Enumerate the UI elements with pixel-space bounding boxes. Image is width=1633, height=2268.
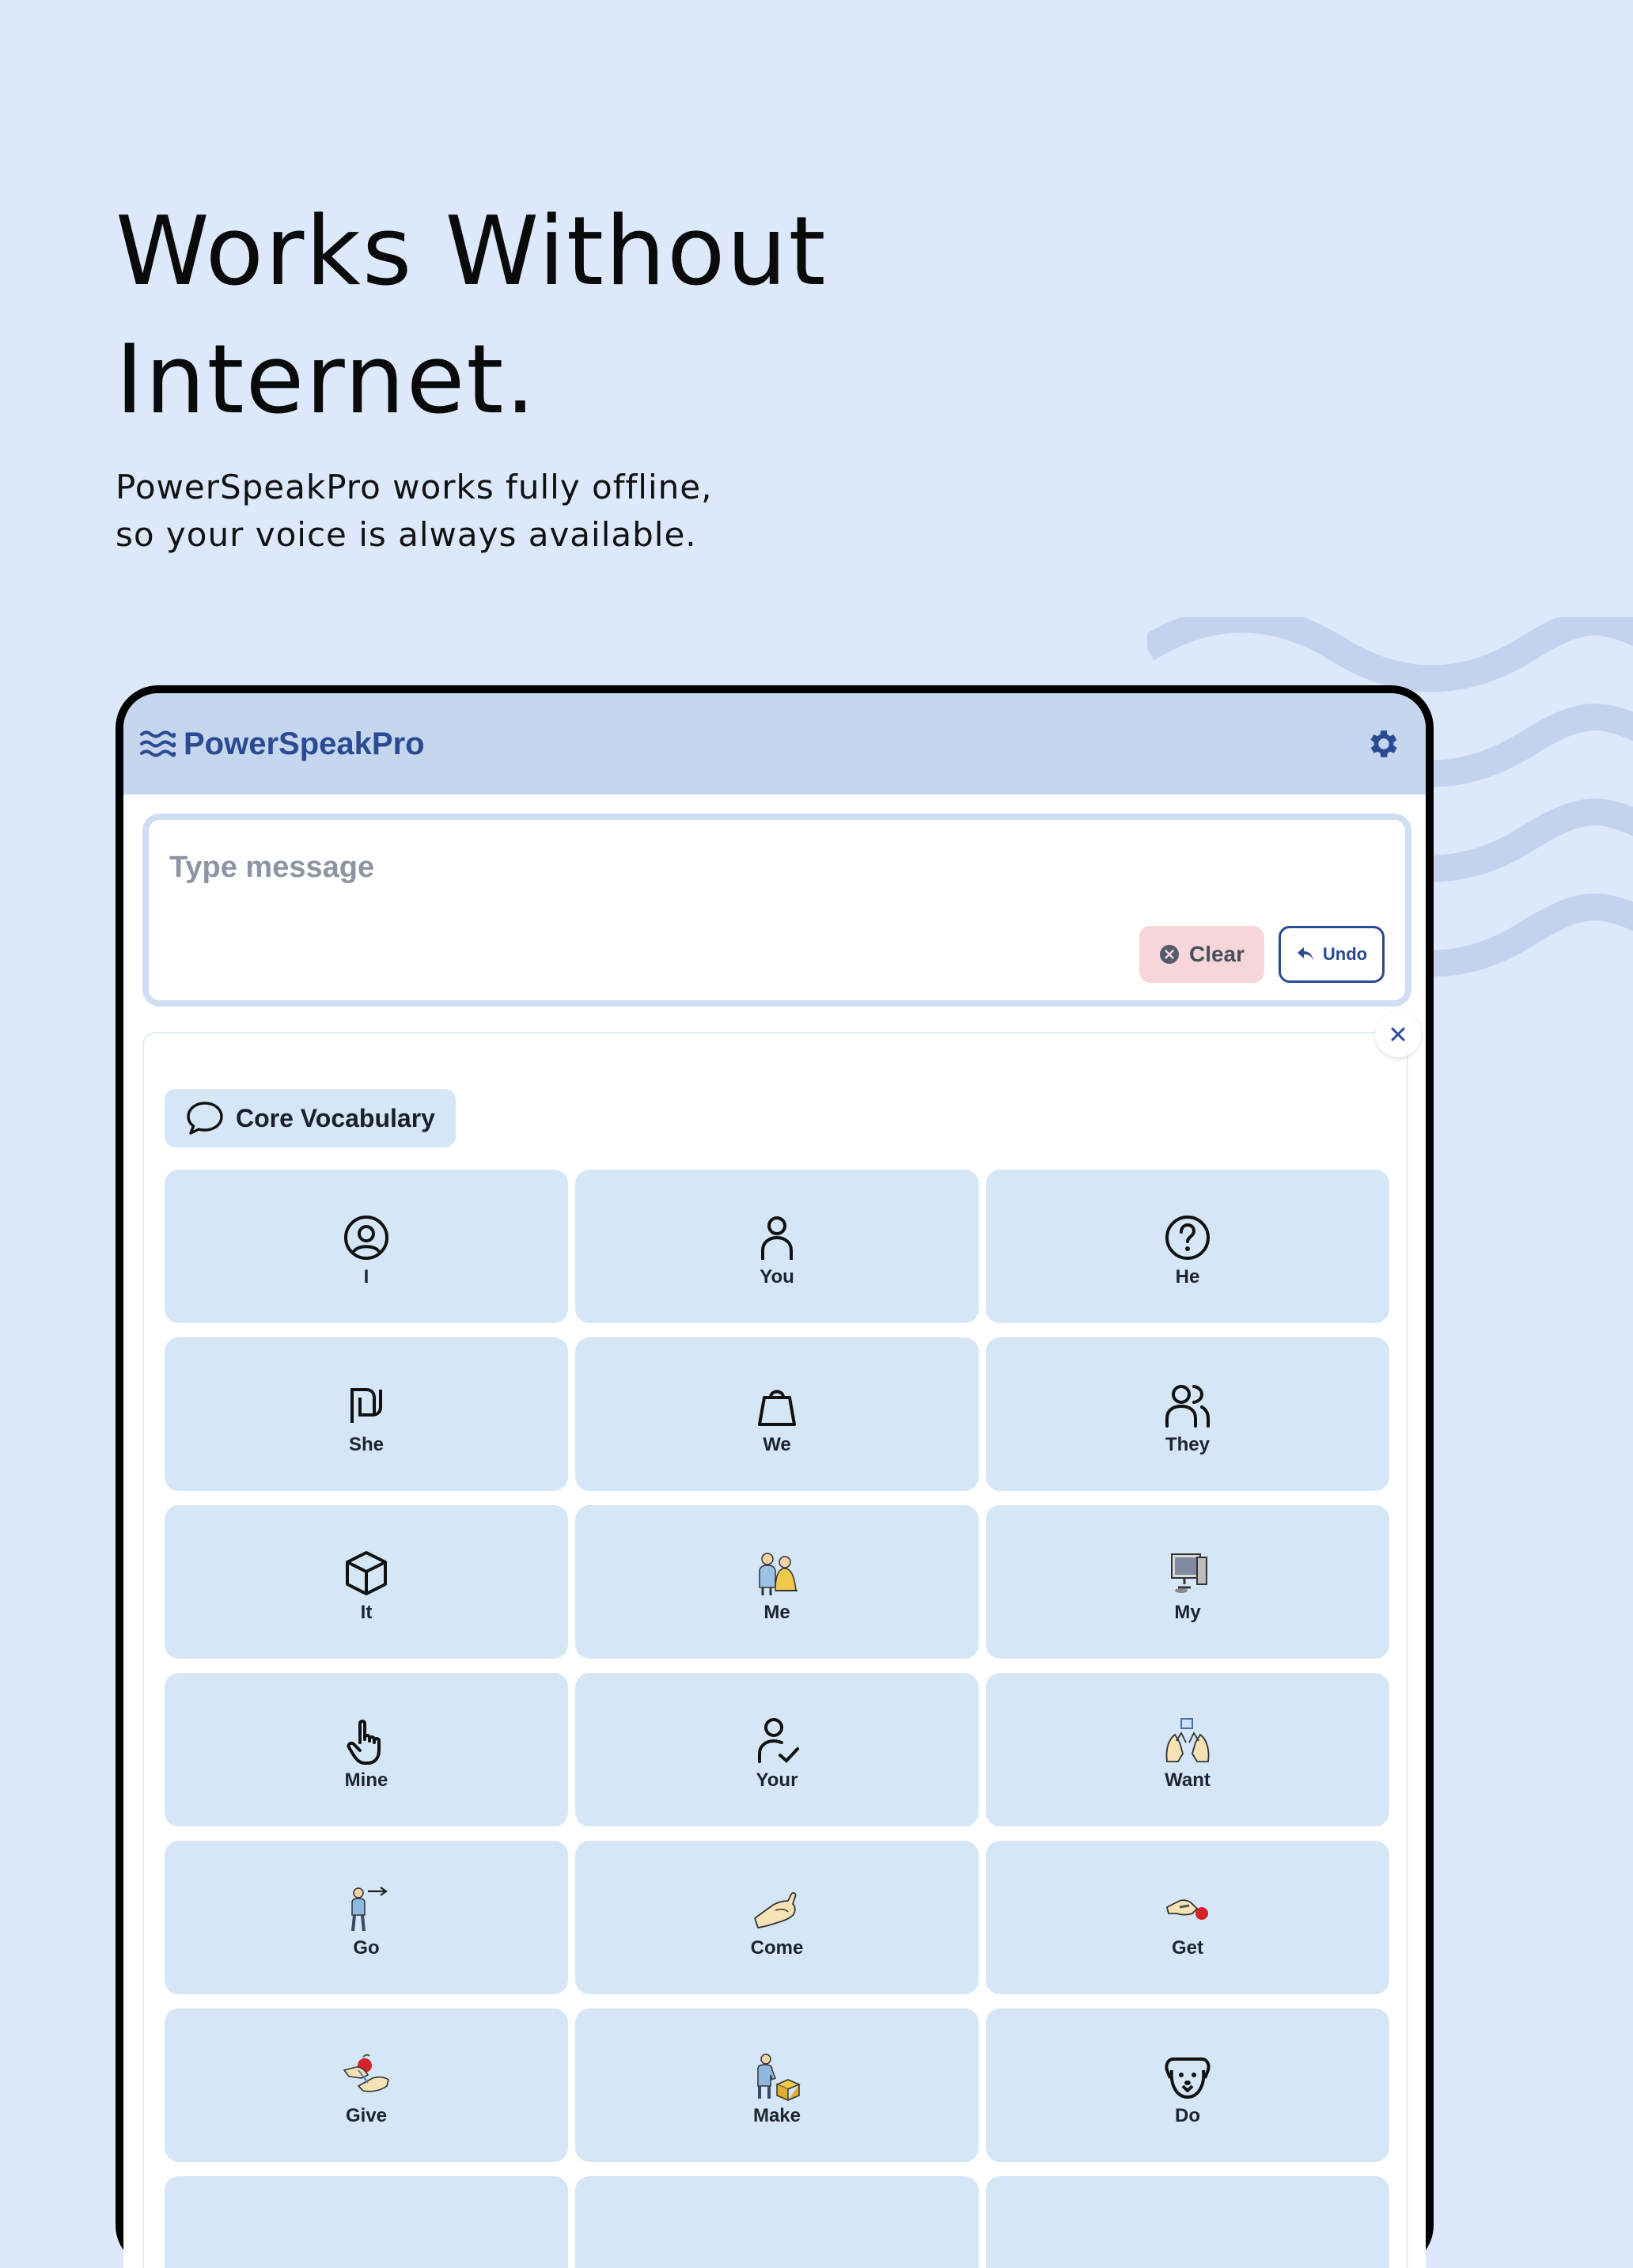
waves-icon — [139, 728, 176, 760]
undo-button[interactable] — [1279, 926, 1385, 983]
grab-ball-picto-icon — [1162, 1883, 1213, 1934]
undo-icon — [1296, 946, 1315, 963]
hero-subtitle — [116, 464, 712, 559]
tile-my[interactable] — [986, 1505, 1389, 1659]
person-check-icon — [752, 1716, 802, 1766]
tile-label: He — [1175, 1266, 1200, 1288]
tile-they[interactable] — [986, 1337, 1389, 1491]
tile-come[interactable] — [575, 1841, 979, 1994]
message-input[interactable] — [168, 850, 1199, 886]
hero-title-line-1: Works Without — [116, 197, 828, 307]
tile-me[interactable] — [575, 1505, 979, 1659]
tile-label: Want — [1165, 1769, 1211, 1791]
close-icon — [1389, 1025, 1408, 1044]
tablet-frame — [116, 685, 1434, 2268]
brand-name: PowerSpeakPro — [184, 726, 425, 761]
app-bar — [123, 693, 1426, 795]
tile-label: Make — [752, 2105, 801, 2126]
person-go-picto-icon — [341, 1883, 392, 1934]
tile-label: I — [363, 1266, 369, 1288]
hero-subtitle-line-2: so your voice is always available. — [116, 515, 697, 554]
tile-we[interactable] — [575, 1337, 979, 1491]
close-panel-button[interactable] — [1375, 1011, 1421, 1057]
tile-give[interactable] — [165, 2008, 568, 2162]
tile-label: They — [1165, 1434, 1210, 1455]
person-icon — [752, 1212, 802, 1263]
tile-label: We — [763, 1434, 791, 1455]
tile-do[interactable] — [986, 2008, 1389, 2162]
vocabulary-panel — [142, 1032, 1408, 2268]
tile-label: Mine — [344, 1769, 388, 1791]
tile-partial[interactable] — [165, 2176, 568, 2268]
cube-icon — [341, 1548, 392, 1599]
tile-it[interactable] — [165, 1505, 568, 1659]
tile-label: Your — [756, 1769, 798, 1791]
tile-label: Go — [353, 1937, 380, 1959]
people-picto-icon — [752, 1548, 802, 1599]
dog-face-icon — [1162, 2051, 1213, 2102]
tile-you[interactable] — [575, 1170, 979, 1323]
want-hands-picto-icon — [1162, 1716, 1213, 1766]
clear-icon — [1159, 944, 1180, 965]
beckon-hand-picto-icon — [752, 1883, 802, 1934]
category-label: Core Vocabulary — [236, 1103, 435, 1132]
shekel-icon — [341, 1380, 392, 1431]
tile-label: My — [1174, 1602, 1201, 1623]
tile-label: Me — [763, 1602, 790, 1623]
tile-go[interactable] — [165, 1841, 568, 1994]
vocabulary-grid — [165, 1170, 1389, 2268]
tile-label: Get — [1171, 1937, 1203, 1959]
speech-bubble-icon — [185, 1100, 225, 1136]
app-screen — [123, 693, 1426, 2268]
message-box — [142, 814, 1411, 1007]
tile-want[interactable] — [986, 1673, 1389, 1826]
tile-he[interactable] — [986, 1170, 1389, 1323]
make-box-picto-icon — [752, 2051, 802, 2102]
brand — [139, 726, 425, 762]
tile-your[interactable] — [575, 1673, 979, 1826]
tile-partial[interactable] — [575, 2176, 979, 2268]
hero-subtitle-line-1: PowerSpeakPro works fully offline, — [116, 468, 713, 506]
tile-label: Give — [345, 2105, 388, 2126]
hero-title-line-2: Internet. — [116, 325, 537, 435]
tile-make[interactable] — [575, 2008, 979, 2162]
tile-label: Come — [750, 1937, 804, 1959]
category-chip[interactable] — [165, 1089, 456, 1147]
give-hands-picto-icon — [341, 2051, 392, 2102]
tile-i[interactable] — [165, 1170, 568, 1323]
undo-label: Undo — [1322, 944, 1368, 964]
clear-button[interactable] — [1139, 926, 1264, 983]
tile-label: It — [360, 1602, 373, 1623]
tile-partial[interactable] — [986, 2176, 1389, 2268]
gear-icon[interactable] — [1366, 726, 1402, 762]
computer-picto-icon — [1162, 1548, 1213, 1599]
users-icon — [1162, 1380, 1213, 1431]
pointing-hand-icon — [341, 1716, 392, 1766]
hero-title — [116, 188, 828, 445]
tile-label: You — [760, 1266, 794, 1288]
clear-label: Clear — [1188, 942, 1245, 966]
question-circle-icon — [1162, 1212, 1213, 1263]
tile-label: She — [348, 1434, 384, 1455]
tile-get[interactable] — [986, 1841, 1389, 1994]
tile-label: Do — [1175, 2105, 1200, 2126]
tile-mine[interactable] — [165, 1673, 568, 1826]
tile-she[interactable] — [165, 1337, 568, 1491]
weight-icon — [752, 1380, 802, 1431]
user-circle-icon — [341, 1212, 392, 1263]
